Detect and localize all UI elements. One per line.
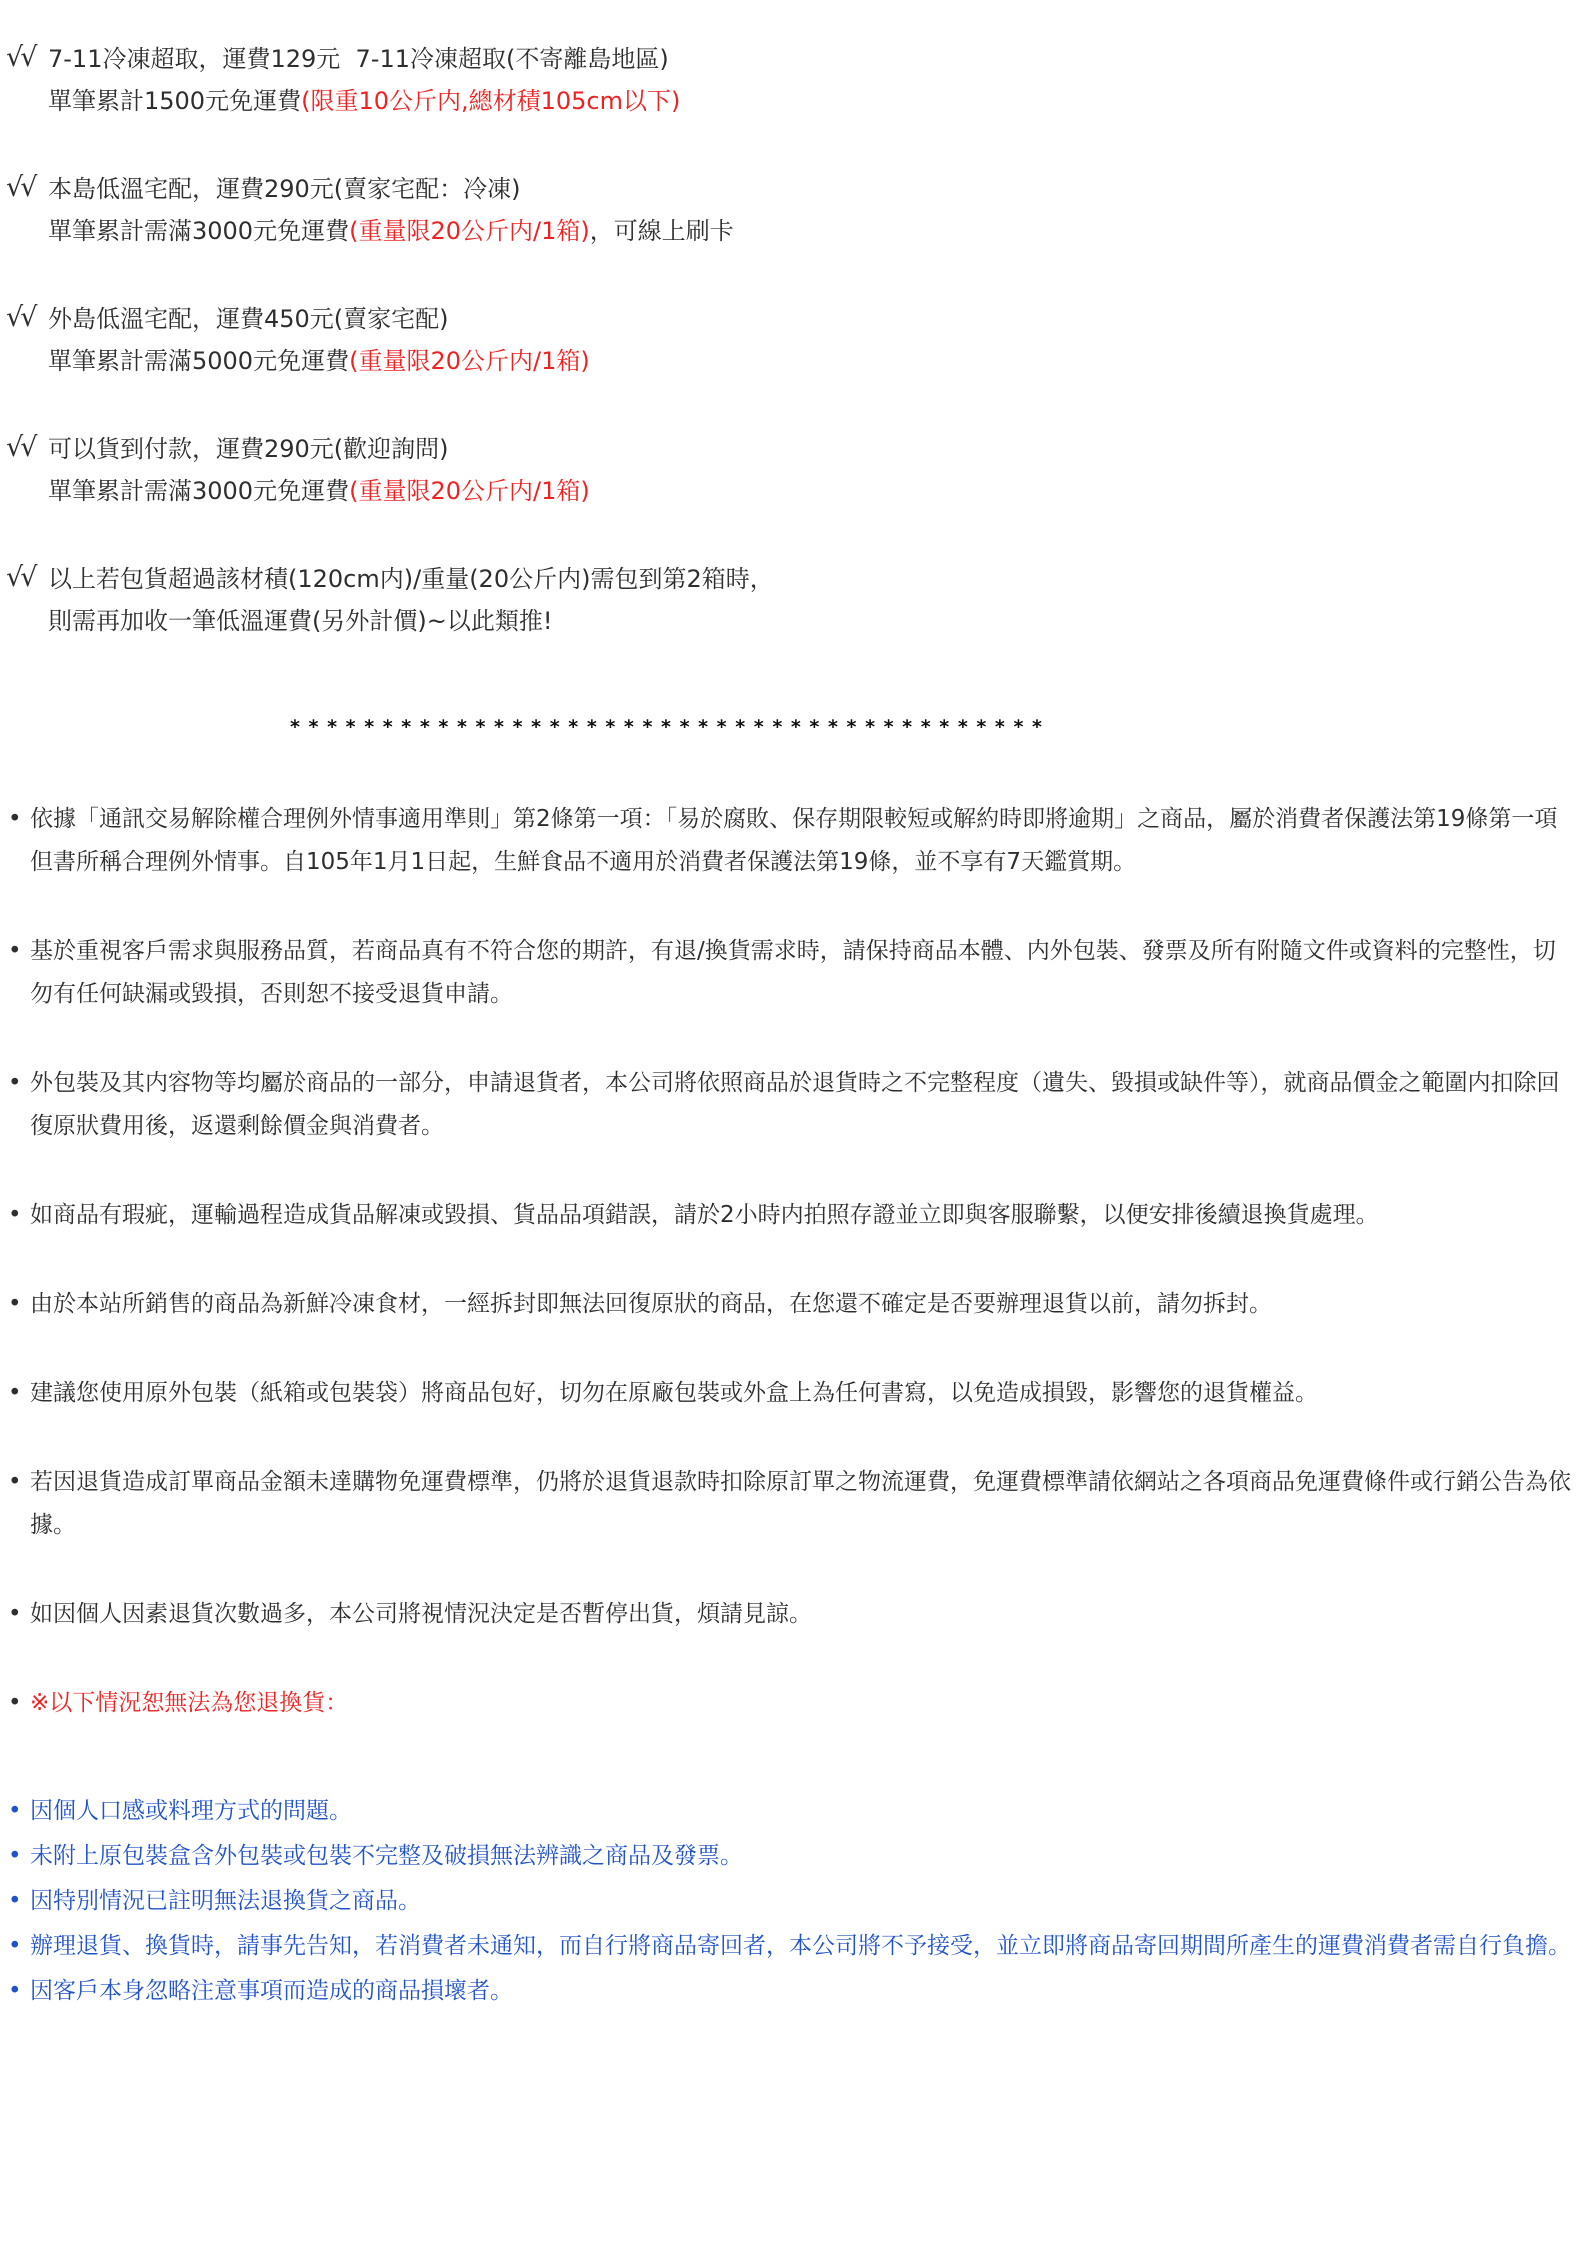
shipping-item <box>6 168 1571 252</box>
text-segment: 單筆累計需滿3000元免運費 <box>48 477 350 505</box>
shipping-options-section <box>6 38 1571 642</box>
highlight-red-text: (限重10公斤内,總材積105cm以下) <box>301 87 681 115</box>
shipping-item-lines <box>48 428 1571 512</box>
asterisk-divider: * * * * * * * * * * * * * * * * * * * * * * * * * * * * * * * * * * * * * * * * * <box>290 716 1043 738</box>
policy-item: • 若因退貨造成訂單商品金額未達購物免運費標準，仍將於退貨退款時扣除原訂單之物流運費，免運費標準請依網站之各項商品免運費條件或行銷公告為依據。 <box>6 1461 1571 1547</box>
double-checkmark: √√ <box>6 302 35 333</box>
text-segment: 7-11冷凍超取，運費129元 7-11冷凍超取(不寄離島地區) <box>48 45 669 73</box>
shipping-line <box>48 168 1571 210</box>
text-segment: 單筆累計需滿5000元免運費 <box>48 347 350 375</box>
shipping-line <box>48 470 1571 512</box>
double-checkmark: √√ <box>6 42 35 73</box>
text-segment: 以上若包貨超過該材積(120cm内)/重量(20公斤内)需包到第2箱時， <box>48 565 774 593</box>
policy-item: • 如因個人因素退貨次數過多，本公司將視情況決定是否暫停出貨，煩請見諒。 <box>6 1593 1571 1636</box>
policy-item: • 外包裝及其内容物等均屬於商品的一部分，申請退貨者，本公司將依照商品於退貨時之不完整程度（遺失、毀損或缺件等），就商品價金之範圍内扣除回復原狀費用後，返還剩餘價金與消費者。 <box>6 1062 1571 1148</box>
shipping-line <box>48 558 1571 600</box>
excluded-situations-list <box>6 1789 1571 2014</box>
shipping-item-lines <box>48 38 1571 122</box>
shipping-item <box>6 428 1571 512</box>
highlight-red-text: (重量限20公斤内/1箱) <box>349 477 590 505</box>
policy-item: • 建議您使用原外包裝（紙箱或包裝袋）將商品包好，切勿在原廠包裝或外盒上為任何書寫，以免造成損毀，影響您的退貨權益。 <box>6 1372 1571 1415</box>
policy-item: • 依據「通訊交易解除權合理例外情事適用準則」第2條第一項：「易於腐敗、保存期限較短或解約時即將逾期」之商品，屬於消費者保護法第19條第一項但書所稱合理例外情事。自105年1月1日起，生鮮食品不適用於消費者保護法第19條，並不享有7天鑑賞期。 <box>6 798 1571 884</box>
return-policy-list <box>6 798 1571 1636</box>
shipping-line <box>48 298 1571 340</box>
excluded-item: • 因特別情況已註明無法退換貨之商品。 <box>6 1879 1571 1924</box>
shipping-item <box>6 558 1571 642</box>
text-segment: ，可線上刷卡 <box>589 217 734 245</box>
double-checkmark: √√ <box>6 172 35 203</box>
shipping-item-lines <box>48 558 1571 642</box>
no-return-notice-list <box>6 1682 1571 1725</box>
shipping-line <box>48 210 1571 252</box>
text-segment: 單筆累計1500元免運費 <box>48 87 302 115</box>
shipping-item-lines <box>48 298 1571 382</box>
double-checkmark: √√ <box>6 432 35 463</box>
shipping-line <box>48 80 1571 122</box>
shipping-item-lines <box>48 168 1571 252</box>
text-segment: 可以貨到付款，運費290元(歡迎詢問) <box>48 435 449 463</box>
text-segment: 本島低溫宅配，運費290元(賣家宅配：冷凍) <box>48 175 521 203</box>
policy-item: • 基於重視客戶需求與服務品質，若商品真有不符合您的期許，有退/換貨需求時，請保持商品本體、内外包裝、發票及所有附隨文件或資料的完整性，切勿有任何缺漏或毀損，否則恕不接受退貨申請。 <box>6 930 1571 1016</box>
excluded-item: • 因個人口感或料理方式的問題。 <box>6 1789 1571 1834</box>
policy-item: • 由於本站所銷售的商品為新鮮冷凍食材，一經拆封即無法回復原狀的商品，在您還不確定是否要辦理退貨以前，請勿拆封。 <box>6 1283 1571 1326</box>
no-return-notice-text: ※以下情況恕無法為您退換貨： <box>30 1690 349 1716</box>
text-segment: 單筆累計需滿3000元免運費 <box>48 217 350 245</box>
shipping-line <box>48 340 1571 382</box>
shipping-line <box>48 428 1571 470</box>
double-checkmark: √√ <box>6 562 35 593</box>
highlight-red-text: (重量限20公斤内/1箱) <box>349 347 590 375</box>
text-segment: 外島低溫宅配，運費450元(賣家宅配) <box>48 305 449 333</box>
excluded-item: • 未附上原包裝盒含外包裝或包裝不完整及破損無法辨識之商品及發票。 <box>6 1834 1571 1879</box>
highlight-red-text: (重量限20公斤内/1箱) <box>349 217 590 245</box>
shipping-item <box>6 38 1571 122</box>
policy-item: • 如商品有瑕疵，運輸過程造成貨品解凍或毀損、貨品品項錯誤，請於2小時内拍照存證並立即與客服聯繫，以便安排後續退換貨處理。 <box>6 1194 1571 1237</box>
excluded-item: • 辦理退貨、換貨時，請事先告知，若消費者未通知，而自行將商品寄回者，本公司將不予接受，並立即將商品寄回期間所產生的運費消費者需自行負擔。 <box>6 1924 1571 1969</box>
shipping-line <box>48 38 1571 80</box>
shipping-item <box>6 298 1571 382</box>
excluded-item: • 因客戶本身忽略注意事項而造成的商品損壞者。 <box>6 1969 1571 2014</box>
text-segment: 則需再加收一筆低溫運費(另外計價)~以此類推! <box>48 607 553 635</box>
no-return-notice-item <box>6 1682 1571 1725</box>
shipping-line <box>48 600 1571 642</box>
